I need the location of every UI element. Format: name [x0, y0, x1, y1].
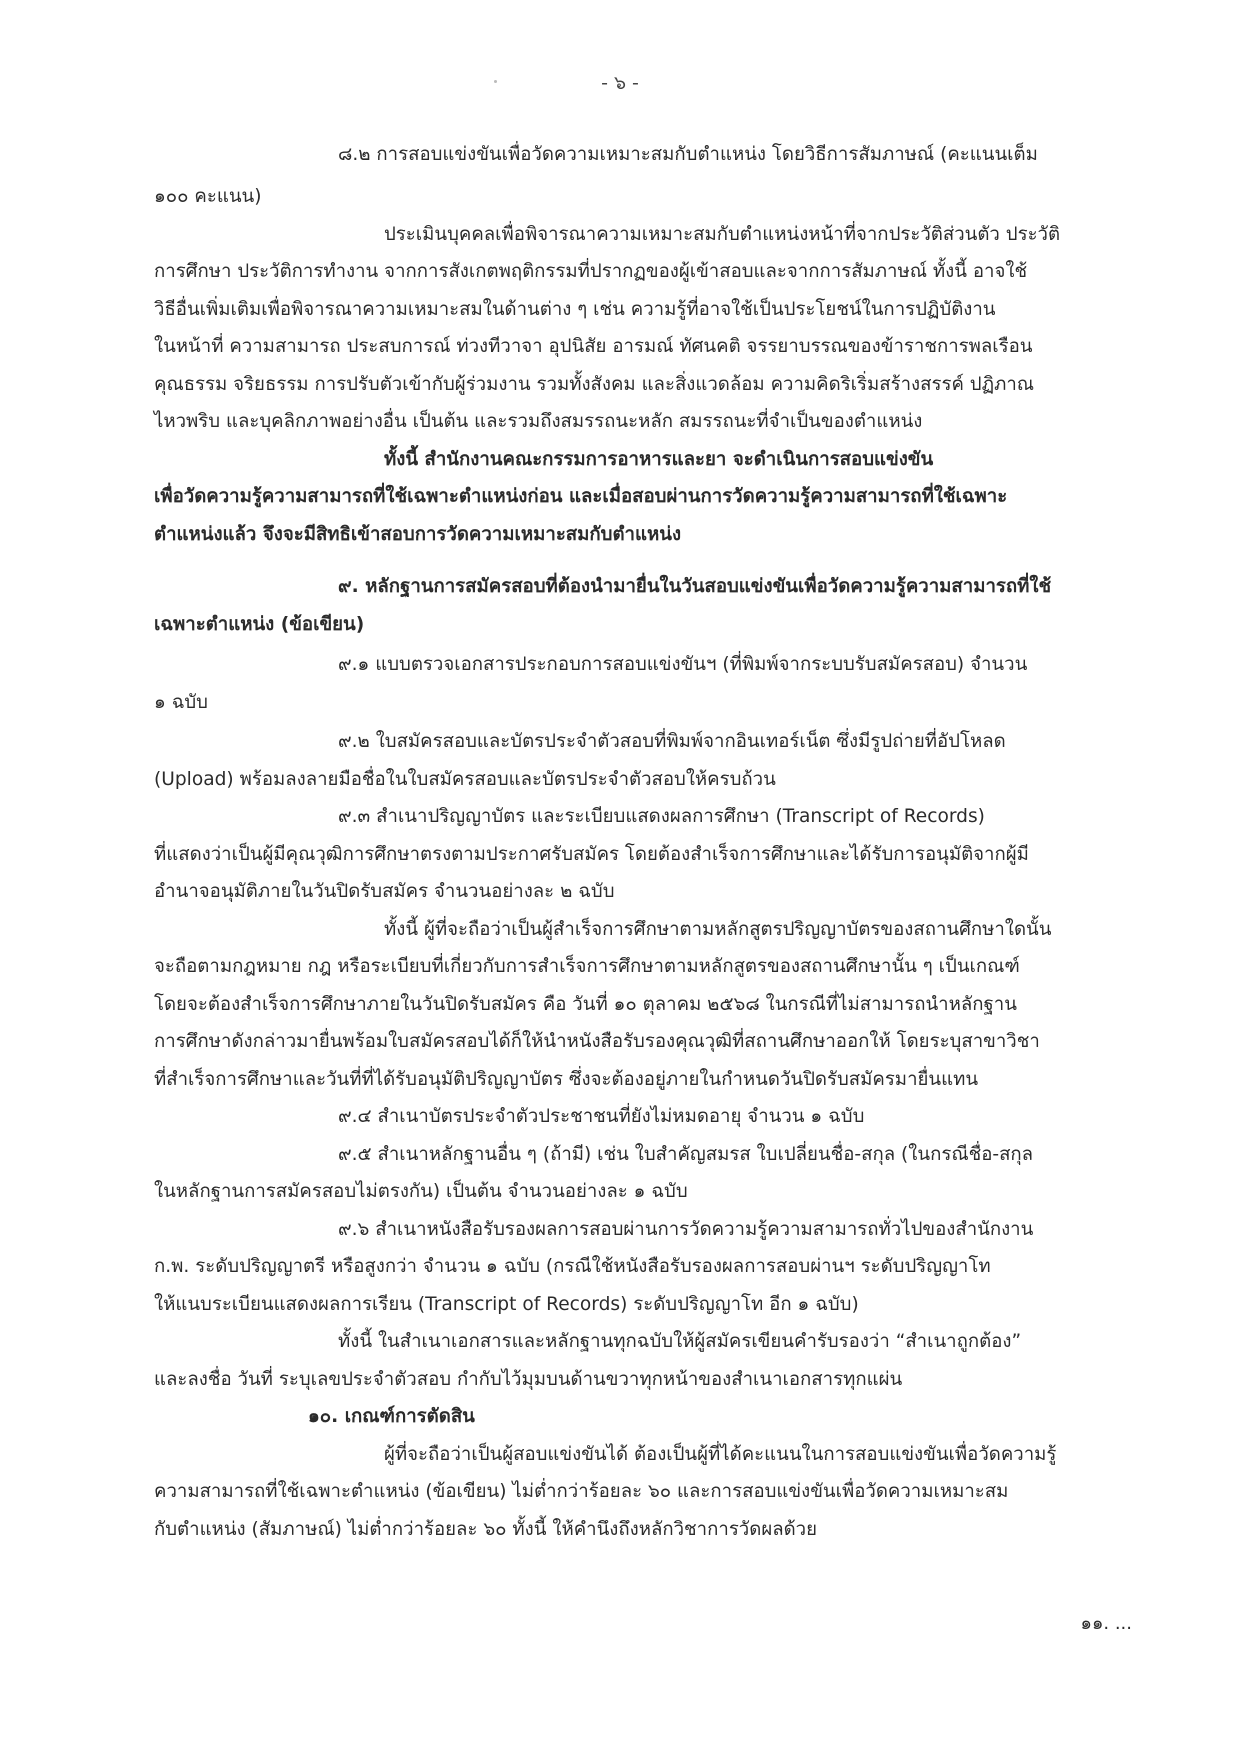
section-10-line-2: ความสามารถที่ใช้เฉพาะตำแหน่ง (ข้อเขียน) ไม่ต่ำกว่าร้อยละ ๖๐ และการสอบแข่งขันเพื่อวัดความเหมาะสม: [154, 1481, 1009, 1502]
graduation-note-line-3: โดยจะต้องสำเร็จการศึกษาภายในวันปิดรับสมัคร คือ วันที่ ๑๐ ตุลาคม ๒๕๖๘ ในกรณีที่ไม่สามารถนำหลักฐาน: [154, 994, 1017, 1015]
item-9-5-line-1: ๙.๕ สำเนาหลักฐานอื่น ๆ (ถ้ามี) เช่น ใบสำคัญสมรส ใบเปลี่ยนชื่อ-สกุล (ในกรณีชื่อ-สกุล: [338, 1144, 1034, 1165]
section-10-heading: ๑๐. เกณฑ์การตัดสิน: [308, 1406, 475, 1427]
section-9-heading-line-2: เฉพาะตำแหน่ง (ข้อเขียน): [154, 614, 365, 635]
section-8-2-line-2: ๑๐๐ คะแนน): [154, 186, 262, 207]
copy-note-line-1: ทั้งนี้ ในสำเนาเอกสารและหลักฐานทุกฉบับให้ผู้สมัครเขียนคำรับรองว่า “สำเนาถูกต้อง”: [338, 1331, 1022, 1352]
assessment-line-6: ไหวพริบ และบุคลิกภาพอย่างอื่น เป็นต้น และรวมถึงสมรรถนะหลัก สมรรถนะที่จำเป็นของตำแหน่ง: [154, 411, 923, 432]
section-10-line-3: กับตำแหน่ง (สัมภาษณ์) ไม่ต่ำกว่าร้อยละ ๖๐ ทั้งนี้ ให้คำนึงถึงหลักวิชาการวัดผลด้วย: [154, 1519, 818, 1540]
item-9-2-line-1: ๙.๒ ใบสมัครสอบและบัตรประจำตัวสอบที่พิมพ์จากอินเทอร์เน็ต ซึ่งมีรูปถ่ายที่อัปโหลด: [338, 731, 1006, 752]
item-9-3-line-2: ที่แสดงว่าเป็นผู้มีคุณวุฒิการศึกษาตรงตามประกาศรับสมัคร โดยต้องสำเร็จการศึกษาและได้รับการอนุมัติจากผู้มี: [154, 844, 1029, 865]
item-9-3-line-1: ๙.๓ สำเนาปริญญาบัตร และระเบียบแสดงผลการศึกษา (Transcript of Records): [338, 806, 985, 827]
assessment-line-1: ประเมินบุคคลเพื่อพิจารณาความเหมาะสมกับตำแหน่งหน้าที่จากประวัติส่วนตัว ประวัติ: [384, 224, 1061, 245]
assessment-line-4: ในหน้าที่ ความสามารถ ประสบการณ์ ท่วงทีวาจา อุปนิสัย อารมณ์ ทัศนคติ จรรยาบรรณของข้าราชการพลเรือน: [154, 336, 1033, 357]
copy-note-line-2: และลงชื่อ วันที่ ระบุเลขประจำตัวสอบ กำกับไว้มุมบนด้านขวาทุกหน้าของสำเนาเอกสารทุกแผ่น: [154, 1369, 903, 1390]
fda-note-line-3: ตำแหน่งแล้ว จึงจะมีสิทธิเข้าสอบการวัดความเหมาะสมกับตำแหน่ง: [154, 524, 682, 545]
fda-note-line-1: ทั้งนี้ สำนักงานคณะกรรมการอาหารและยา จะดำเนินการสอบแข่งขัน: [384, 449, 934, 470]
section-8-2-line-1: ๘.๒ การสอบแข่งขันเพื่อวัดความเหมาะสมกับตำแหน่ง โดยวิธีการสัมภาษณ์ (คะแนนเต็ม: [338, 144, 1038, 165]
graduation-note-line-2: จะถือตามกฎหมาย กฎ หรือระเบียบที่เกี่ยวกับการสำเร็จการศึกษาตามหลักสูตรของสถานศึกษานั้น ๆ เป็นเกณฑ์: [154, 956, 1020, 977]
item-9-2-line-2: (Upload) พร้อมลงลายมือชื่อในใบสมัครสอบและบัตรประจำตัวสอบให้ครบถ้วน: [154, 769, 776, 790]
item-9-3-line-3: อำนาจอนุมัติภายในวันปิดรับสมัคร จำนวนอย่างละ ๒ ฉบับ: [154, 881, 615, 902]
assessment-line-2: การศึกษา ประวัติการทำงาน จากการสังเกตพฤติกรรมที่ปรากฏของผู้เข้าสอบและจากการสัมภาษณ์ ทั้งนี้ อาจใช้: [154, 261, 1028, 282]
item-9-6-line-3: ให้แนบระเบียนแสดงผลการเรียน (Transcript of Records) ระดับปริญญาโท อีก ๑ ฉบับ): [154, 1294, 859, 1315]
item-9-1-line-2: ๑ ฉบับ: [154, 692, 208, 713]
section-10-line-1: ผู้ที่จะถือว่าเป็นผู้สอบแข่งขันได้ ต้องเป็นผู้ที่ได้คะแนนในการสอบแข่งขันเพื่อวัดความรู้: [384, 1444, 1057, 1465]
graduation-note-line-5: ที่สำเร็จการศึกษาและวันที่ที่ได้รับอนุมัติปริญญาบัตร ซึ่งจะต้องอยู่ภายในกำหนดวันปิดรับสมัครมายื่นแทน: [154, 1069, 979, 1090]
item-9-4-line-1: ๙.๔ สำเนาบัตรประจำตัวประชาชนที่ยังไม่หมดอายุ จำนวน ๑ ฉบับ: [338, 1106, 865, 1127]
item-9-1-line-1: ๙.๑ แบบตรวจเอกสารประกอบการสอบแข่งขันฯ (ที่พิมพ์จากระบบรับสมัครสอบ) จำนวน: [338, 654, 1028, 675]
graduation-note-line-4: การศึกษาดังกล่าวมายื่นพร้อมใบสมัครสอบได้ก็ให้นำหนังสือรับรองคุณวุฒิที่สถานศึกษาออกให้ โดยระบุสาขาวิชา: [154, 1031, 1040, 1052]
item-9-6-line-2: ก.พ. ระดับปริญญาตรี หรือสูงกว่า จำนวน ๑ ฉบับ (กรณีใช้หนังสือรับรองผลการสอบผ่านฯ ระดับปริญญาโท: [154, 1256, 991, 1277]
item-9-5-line-2: ในหลักฐานการสมัครสอบไม่ตรงกัน) เป็นต้น จำนวนอย่างละ ๑ ฉบับ: [154, 1181, 688, 1202]
graduation-note-line-1: ทั้งนี้ ผู้ที่จะถือว่าเป็นผู้สำเร็จการศึกษาตามหลักสูตรปริญญาบัตรของสถานศึกษาใดนั้น: [384, 919, 1052, 940]
assessment-line-5: คุณธรรม จริยธรรม การปรับตัวเข้ากับผู้ร่วมงาน รวมทั้งสังคม และสิ่งแวดล้อม ความคิดริเริ่มสร้างสรรค์ ปฏิภาณ: [154, 374, 1035, 395]
fda-note-line-2: เพื่อวัดความรู้ความสามารถที่ใช้เฉพาะตำแหน่งก่อน และเมื่อสอบผ่านการวัดความรู้ความสามารถที่ใช้เฉพาะ: [154, 486, 1008, 507]
section-9-heading-line-1: ๙. หลักฐานการสมัครสอบที่ต้องนำมายื่นในวันสอบแข่งขันเพื่อวัดความรู้ความสามารถที่ใช้: [338, 576, 1052, 597]
assessment-line-3: วิธีอื่นเพิ่มเติมเพื่อพิจารณาความเหมาะสมในด้านต่าง ๆ เช่น ความรู้ที่อาจใช้เป็นประโยชน์ในการปฏิบัติงาน: [154, 299, 996, 320]
item-9-6-line-1: ๙.๖ สำเนาหนังสือรับรองผลการสอบผ่านการวัดความรู้ความสามารถทั่วไปของสำนักงาน: [338, 1219, 1034, 1240]
page-number: - ๖ -: [601, 72, 639, 94]
next-page-marker: ๑๑. ...: [1080, 1613, 1132, 1634]
